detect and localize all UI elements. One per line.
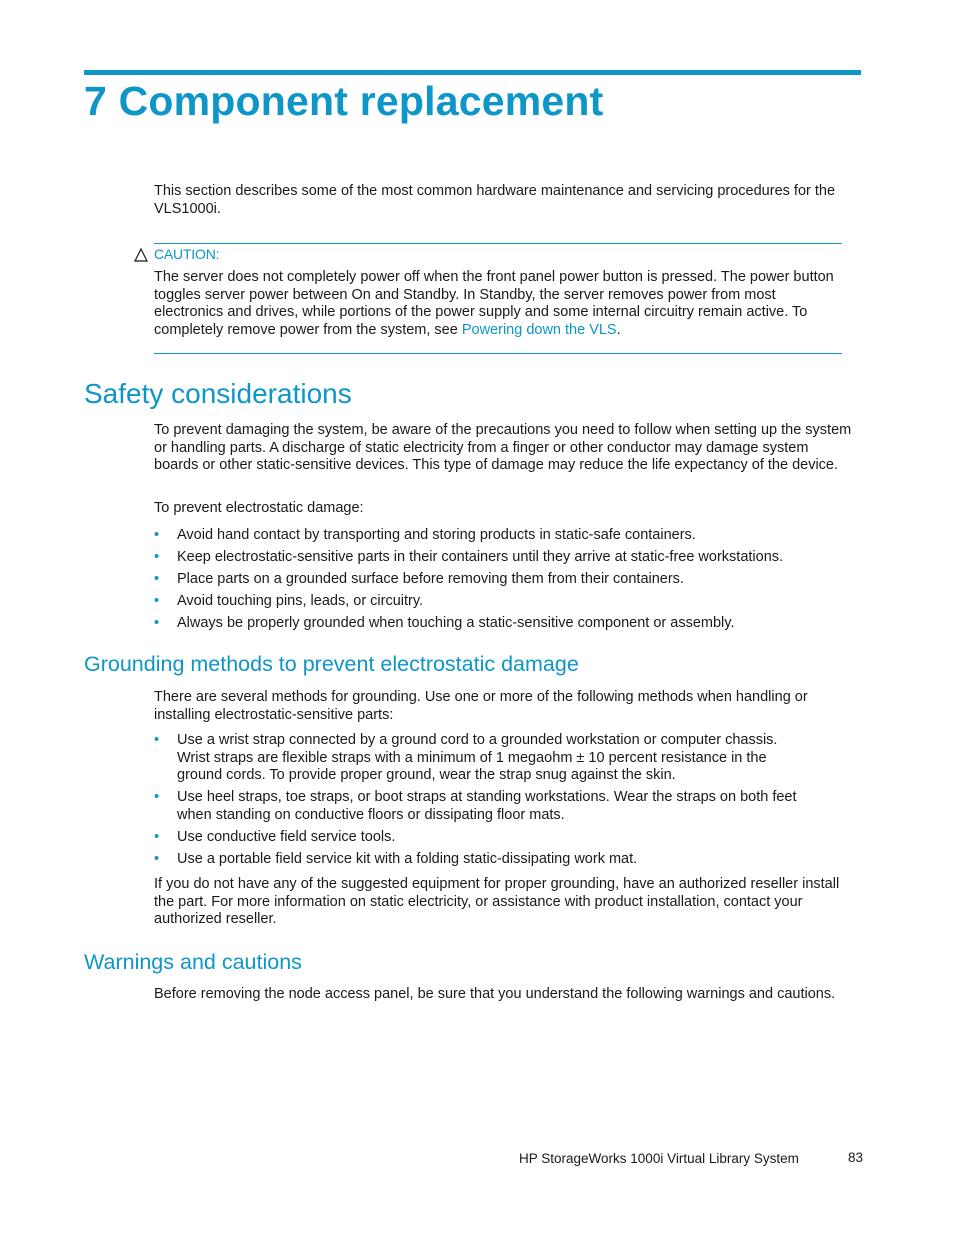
list-item — [154, 593, 854, 611]
page-number: 83 — [848, 1150, 864, 1165]
chapter-title: 7 Component replacement — [84, 78, 604, 124]
list-item-text: Use conductive field service tools. — [177, 828, 396, 845]
powering-down-link[interactable]: Powering down the VLS — [461, 321, 617, 338]
safety-bullet-list — [154, 527, 854, 633]
bullet-icon: • — [154, 828, 160, 845]
chapter-rule — [84, 70, 861, 75]
list-item-text: Keep electrostatic-sensitive parts in their containers until they arrive at static-free workstations. — [177, 549, 784, 565]
caution-label: CAUTION: — [154, 246, 220, 262]
bullet-icon: • — [154, 549, 160, 565]
list-item-text: Use a wrist strap connected by a ground cord to a grounded workstation or computer chassis. Wrist straps are flexible straps with a minimum of 1 megaohm ± 10 percent resistance in the ground cords. To provide proper ground, wear the strap snug against the skin. — [177, 732, 778, 783]
caution-text-body: The server does not completely power off when the front panel power button is pressed. The power button toggles server power between On and Standby. In Standby, the server removes power from most electronics and drives, while portions of the power supply and some internal circuitry remain active. To completely remove power from the system, see — [154, 269, 834, 338]
bullet-icon: • — [154, 615, 160, 631]
grounding-bullet-list — [154, 732, 814, 868]
list-item — [154, 789, 814, 824]
caution-text — [154, 269, 842, 339]
list-item-text: Always be properly grounded when touching a static-sensitive component or assembly. — [177, 615, 735, 631]
safety-paragraph-2: To prevent electrostatic damage: — [154, 500, 364, 516]
grounding-paragraph-2: If you do not have any of the suggested equipment for proper grounding, have an authorized reseller install the part. For more information on static electricity, or assistance with product installation, contact your authorized reseller. — [154, 876, 840, 927]
list-item — [154, 571, 854, 589]
caution-triangle-icon — [134, 248, 148, 262]
list-item — [154, 615, 854, 633]
list-item-text: Place parts on a grounded surface before removing them from their containers. — [177, 571, 684, 587]
bullet-icon: • — [154, 527, 160, 543]
list-item — [154, 549, 854, 567]
grounding-heading: Grounding methods to prevent electrostatic damage — [84, 652, 579, 676]
list-item — [154, 851, 814, 869]
warnings-heading: Warnings and cautions — [84, 950, 302, 974]
list-item — [154, 829, 814, 847]
bullet-icon: • — [154, 732, 160, 748]
bullet-icon: • — [154, 789, 160, 805]
bullet-icon: • — [154, 593, 160, 609]
bullet-icon: • — [154, 850, 160, 867]
list-item — [154, 527, 854, 545]
safety-paragraph-1: To prevent damaging the system, be aware of the precautions you need to follow when setting up the system or handling parts. A discharge of static electricity from a finger or other conductor may damage system boards or other static-sensitive devices. This type of damage may reduce the life expectancy of the device. — [154, 422, 852, 473]
bullet-icon: • — [154, 571, 160, 587]
intro-paragraph: This section describes some of the most common hardware maintenance and servicing procedures for the VLS1000i. — [154, 183, 836, 217]
warnings-paragraph: Before removing the node access panel, be sure that you understand the following warnings and cautions. — [154, 986, 836, 1002]
list-item — [154, 732, 814, 785]
caution-text-end: . — [616, 321, 621, 338]
list-item-text: Avoid touching pins, leads, or circuitry. — [177, 593, 424, 609]
list-item-text: Use a portable field service kit with a folding static-dissipating work mat. — [177, 850, 638, 867]
list-item-text: Avoid hand contact by transporting and storing products in static-safe containers. — [177, 527, 696, 543]
footer-title: HP StorageWorks 1000i Virtual Library System — [519, 1151, 799, 1166]
safety-heading: Safety considerations — [84, 378, 352, 409]
list-item-text: Use heel straps, toe straps, or boot straps at standing workstations. Wear the straps on both feet when standing on conductive floors or dissipating floor mats. — [177, 789, 797, 823]
grounding-paragraph-1: There are several methods for grounding. Use one or more of the following methods when handling or installing electrostatic-sensitive parts: — [154, 689, 808, 723]
